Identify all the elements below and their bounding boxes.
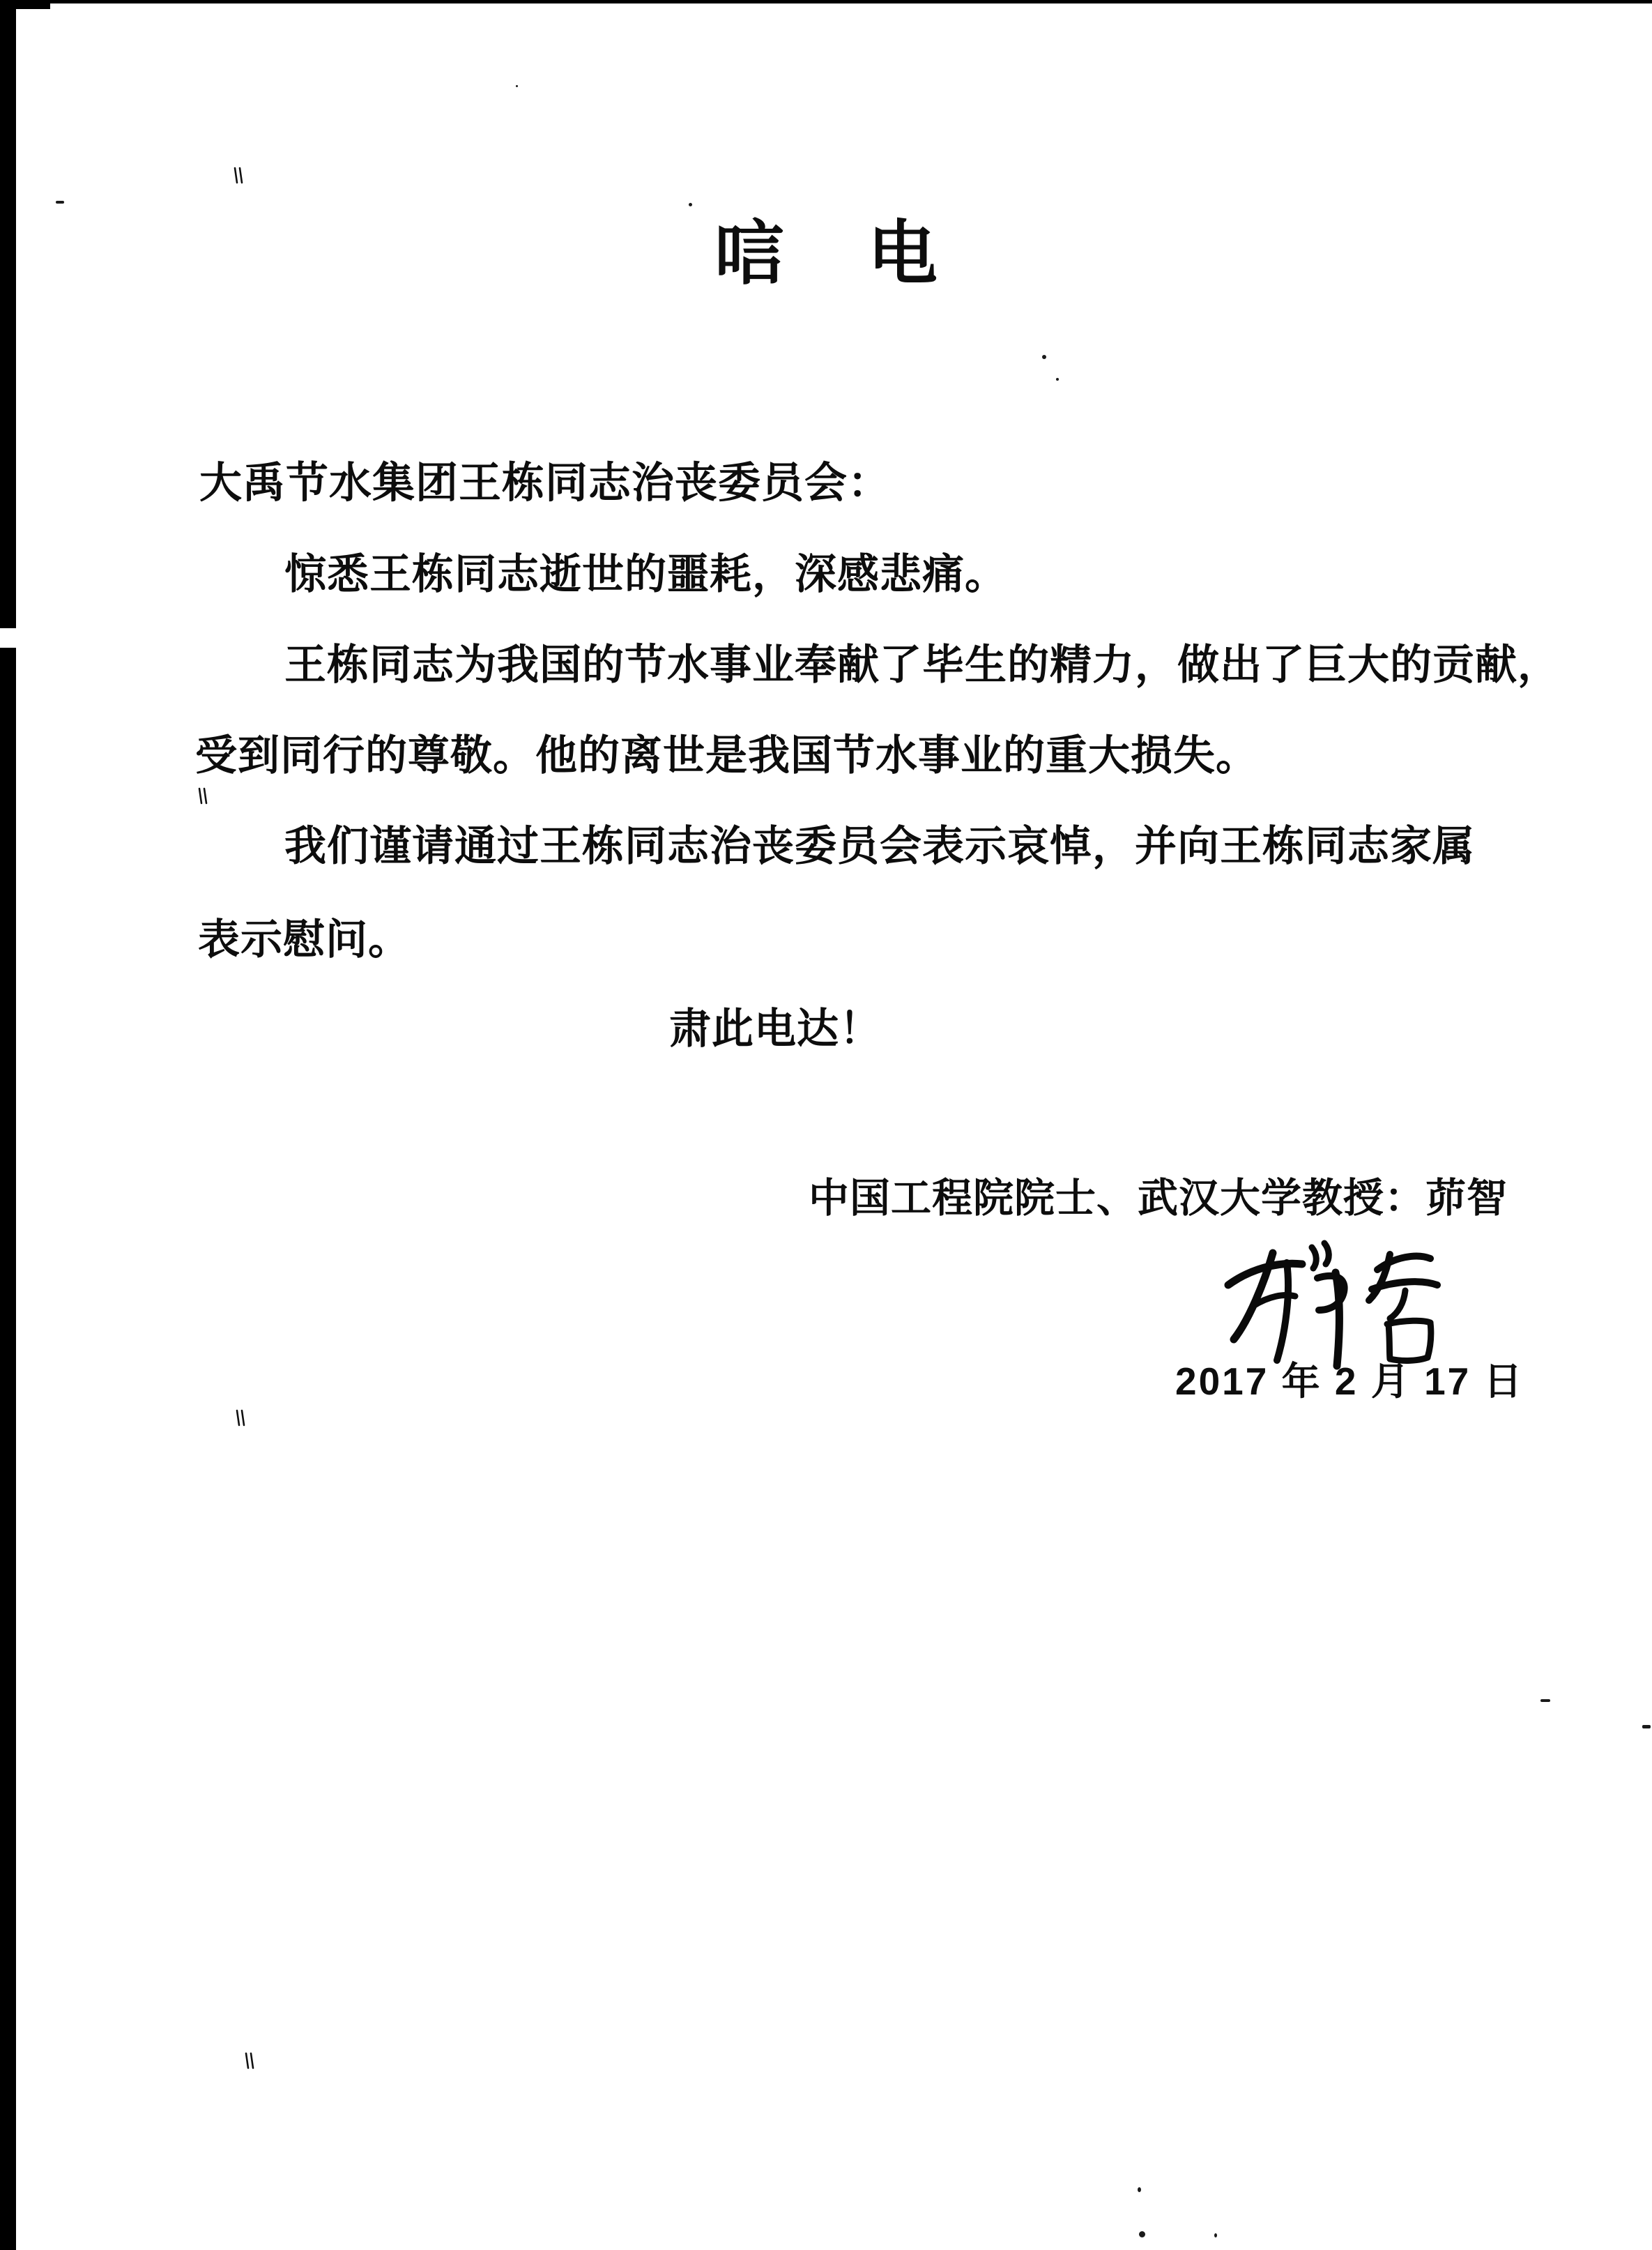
scan-artifact-left-strip-upper	[0, 0, 16, 628]
scan-artifact-speck	[1214, 2233, 1217, 2237]
scan-artifact-speck	[1138, 2187, 1141, 2192]
body-paragraph-3-line-2: 表示慰问。	[198, 916, 411, 963]
scan-artifact-tick-mark	[243, 2051, 254, 2071]
body-paragraph-3-line-1: 我们谨请通过王栋同志治丧委员会表示哀悼，并向王栋同志家属	[284, 823, 1475, 869]
closing-phrase: 肃此电达！	[669, 1005, 882, 1052]
scan-artifact-speck	[1540, 1699, 1550, 1702]
scan-artifact-speck	[516, 85, 518, 87]
scan-artifact-tick-mark	[197, 786, 208, 806]
scan-artifact-top-line	[0, 0, 1652, 3]
scan-artifact-speck	[56, 201, 64, 204]
page-title: 唁 电	[714, 215, 970, 293]
scan-artifact-tick-mark	[234, 1408, 245, 1428]
scan-artifact-speck	[1042, 355, 1046, 359]
addressee-line: 大禹节水集团王栋同志治丧委员会：	[199, 459, 892, 506]
scan-artifact-speck	[689, 203, 692, 206]
body-paragraph-1-line-1: 惊悉王栋同志逝世的噩耗，深感悲痛。	[284, 551, 1007, 598]
date-line: 2017 年 2 月 17 日	[1175, 1360, 1524, 1403]
scan-artifact-speck	[1139, 2231, 1145, 2237]
scan-artifact-speck	[1056, 378, 1059, 381]
body-paragraph-2-line-2: 受到同行的尊敬。他的离世是我国节水事业的重大损失。	[195, 732, 1258, 779]
body-paragraph-2-line-1: 王栋同志为我国的节水事业奉献了毕生的精力，做出了巨大的贡献，	[284, 641, 1560, 688]
scan-artifact-tick-mark	[232, 166, 243, 185]
handwritten-signature	[1213, 1224, 1450, 1370]
signature-title-line: 中国工程院院士、武汉大学教授：茆智	[809, 1176, 1508, 1221]
scan-artifact-left-strip-lower	[0, 648, 16, 2250]
scan-artifact-speck	[1642, 1725, 1651, 1728]
